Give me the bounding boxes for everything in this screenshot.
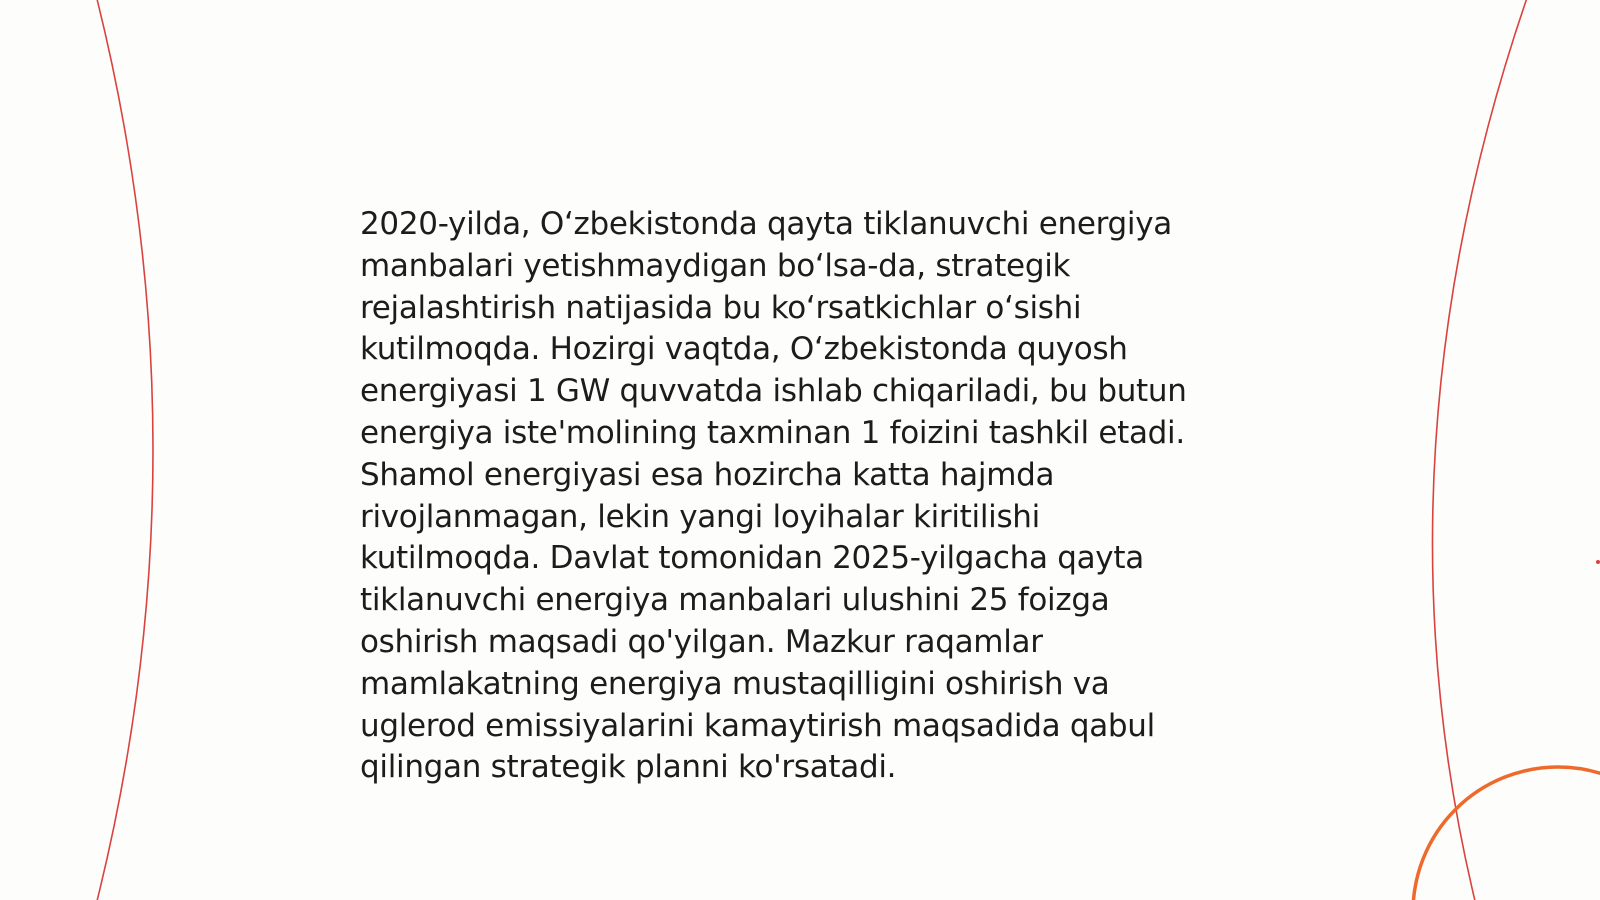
body-paragraph (360, 204, 1260, 789)
paragraph-line: tiklanuvchi energiya manbalari ulushini 25 foizga (360, 582, 1110, 619)
paragraph-line: energiyasi 1 GW quvvatda ishlab chiqariladi, bu butun (360, 373, 1187, 410)
paragraph-line: rejalashtirish natijasida bu ko‘rsatkichlar o‘sishi (360, 289, 1082, 326)
paragraph-line: 2020-yilda, O‘zbekistonda qayta tiklanuvchi energiya (360, 206, 1172, 242)
paragraph-line: rivojlanmagan, lekin yangi loyihalar kiritilishi (360, 498, 1040, 535)
paragraph-line: kutilmoqda. Hozirgi vaqtda, O‘zbekistonda quyosh (360, 331, 1128, 368)
paragraph-line: uglerod emissiyalarini kamaytirish maqsadida qabul (360, 707, 1155, 744)
paragraph-line: oshirish maqsadi qo'yilgan. Mazkur raqamlar (360, 623, 1043, 660)
right-curve-line (1432, 0, 1528, 900)
paragraph-line: energiya iste'molining taxminan 1 foizini tashkil etadi. (360, 414, 1185, 451)
paragraph-line: kutilmoqda. Davlat tomonidan 2025-yilgacha qayta (360, 540, 1144, 577)
paragraph-line: mamlakatning energiya mustaqilligini oshirish va (360, 665, 1110, 702)
right-edge-dot (1596, 560, 1600, 564)
paragraph-line: qilingan strategik planni ko'rsatadi. (360, 749, 897, 786)
accent-circle (1413, 767, 1600, 900)
paragraph-line: manbalari yetishmaydigan bo‘lsa-da, strategik (360, 247, 1071, 284)
paragraph-line: Shamol energiyasi esa hozircha katta hajmda (360, 456, 1055, 493)
left-curve-line (96, 0, 153, 900)
